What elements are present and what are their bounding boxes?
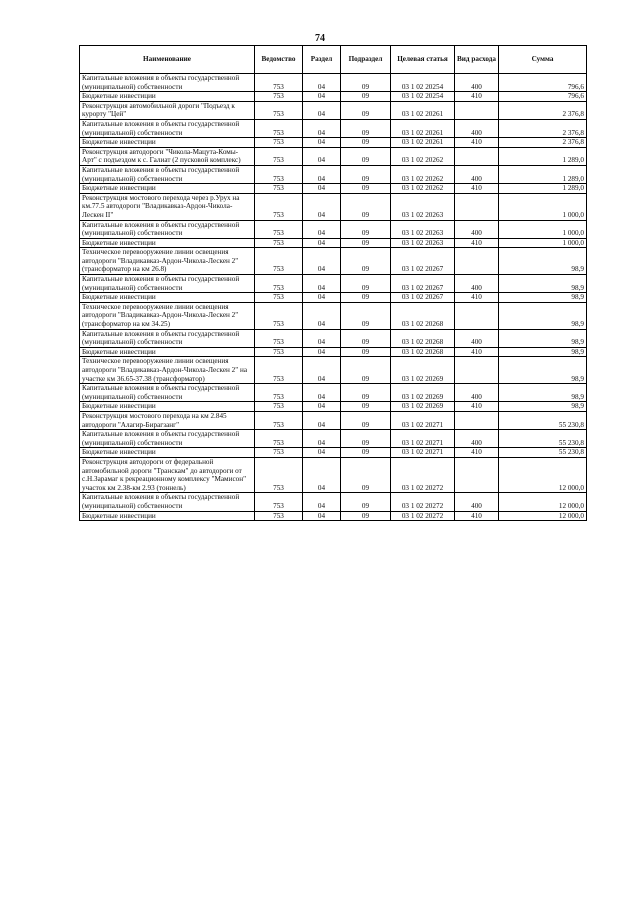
table-row — [80, 293, 587, 303]
row-expense-type: 400 — [455, 220, 499, 238]
table-row — [80, 193, 587, 220]
row-expense-type — [455, 411, 499, 429]
table-row — [80, 184, 587, 194]
row-expense-type — [455, 357, 499, 384]
row-amount: 1 000,0 — [499, 193, 587, 220]
table-row — [80, 92, 587, 102]
row-article: 03 1 02 20267 — [391, 248, 455, 275]
row-section: 04 — [303, 411, 341, 429]
row-article: 03 1 02 20268 — [391, 329, 455, 347]
row-section: 04 — [303, 101, 341, 119]
row-name: Реконструкция мостового перехода на км 2.845 автодороги "Алагир-Бирагзанг" — [80, 411, 255, 429]
row-subsection: 09 — [341, 92, 391, 102]
row-ministry: 753 — [255, 138, 303, 148]
row-article: 03 1 02 20271 — [391, 411, 455, 429]
row-subsection: 09 — [341, 493, 391, 511]
table-row — [80, 275, 587, 293]
row-expense-type: 410 — [455, 184, 499, 194]
table-row — [80, 74, 587, 92]
row-name: Бюджетные инвестиции — [80, 511, 255, 521]
row-amount: 1 289,0 — [499, 147, 587, 165]
row-section: 04 — [303, 74, 341, 92]
row-subsection: 09 — [341, 147, 391, 165]
row-ministry: 753 — [255, 357, 303, 384]
row-subsection: 09 — [341, 511, 391, 521]
row-subsection: 09 — [341, 101, 391, 119]
row-expense-type: 400 — [455, 74, 499, 92]
row-expense-type: 400 — [455, 275, 499, 293]
row-section: 04 — [303, 193, 341, 220]
table-row — [80, 357, 587, 384]
row-ministry: 753 — [255, 147, 303, 165]
table-row — [80, 165, 587, 183]
row-section: 04 — [303, 511, 341, 521]
table-row — [80, 402, 587, 412]
column-header-name: Наименование — [80, 46, 255, 74]
row-name: Капитальные вложения в объекты государственной (муниципальной) собственности — [80, 74, 255, 92]
row-article: 03 1 02 20272 — [391, 511, 455, 521]
row-subsection: 09 — [341, 193, 391, 220]
row-expense-type: 400 — [455, 384, 499, 402]
row-section: 04 — [303, 248, 341, 275]
row-name: Бюджетные инвестиции — [80, 347, 255, 357]
row-article: 03 1 02 20269 — [391, 384, 455, 402]
row-expense-type: 410 — [455, 347, 499, 357]
row-expense-type — [455, 147, 499, 165]
row-amount: 98,9 — [499, 402, 587, 412]
table-row — [80, 147, 587, 165]
row-name: Капитальные вложения в объекты государственной (муниципальной) собственности — [80, 165, 255, 183]
row-article: 03 1 02 20261 — [391, 119, 455, 137]
table-row — [80, 493, 587, 511]
row-name: Техническое перевооружение линии освещения автодороги "Владикавказ-Ардон-Чикола-Лескен 2" на участке км 36.65-37.38 (трансформатор) — [80, 357, 255, 384]
table-row — [80, 430, 587, 448]
row-ministry: 753 — [255, 384, 303, 402]
row-expense-type: 410 — [455, 511, 499, 521]
row-article: 03 1 02 20261 — [391, 138, 455, 148]
row-name: Реконструкция автомобильной дороги "Подъезд к курорту "Цей" — [80, 101, 255, 119]
row-subsection: 09 — [341, 184, 391, 194]
row-section: 04 — [303, 165, 341, 183]
row-section: 04 — [303, 457, 341, 492]
row-expense-type: 400 — [455, 430, 499, 448]
row-ministry: 753 — [255, 347, 303, 357]
row-name: Реконструкция автодороги "Чикола-Мацута-Комы-Арт" с подъездом к с. Галиат (2 пусковой комплекс) — [80, 147, 255, 165]
table-row — [80, 238, 587, 248]
row-expense-type: 400 — [455, 165, 499, 183]
row-subsection: 09 — [341, 138, 391, 148]
row-name: Бюджетные инвестиции — [80, 402, 255, 412]
row-ministry: 753 — [255, 74, 303, 92]
row-expense-type — [455, 193, 499, 220]
row-name: Капитальные вложения в объекты государственной (муниципальной) собственности — [80, 119, 255, 137]
row-name: Бюджетные инвестиции — [80, 184, 255, 194]
row-ministry: 753 — [255, 101, 303, 119]
table-row — [80, 448, 587, 458]
row-amount: 98,9 — [499, 293, 587, 303]
row-article: 03 1 02 20263 — [391, 193, 455, 220]
row-amount: 98,9 — [499, 329, 587, 347]
row-ministry: 753 — [255, 193, 303, 220]
row-name: Капитальные вложения в объекты государственной (муниципальной) собственности — [80, 493, 255, 511]
row-section: 04 — [303, 430, 341, 448]
row-name: Бюджетные инвестиции — [80, 293, 255, 303]
row-article: 03 1 02 20272 — [391, 493, 455, 511]
row-ministry: 753 — [255, 402, 303, 412]
budget-table — [79, 45, 587, 521]
row-ministry: 753 — [255, 511, 303, 521]
row-name: Бюджетные инвестиции — [80, 238, 255, 248]
table-row — [80, 138, 587, 148]
row-amount: 55 230,8 — [499, 430, 587, 448]
row-article: 03 1 02 20267 — [391, 275, 455, 293]
row-subsection: 09 — [341, 302, 391, 329]
row-subsection: 09 — [341, 220, 391, 238]
row-subsection: 09 — [341, 384, 391, 402]
row-article: 03 1 02 20263 — [391, 220, 455, 238]
row-article: 03 1 02 20271 — [391, 448, 455, 458]
row-article: 03 1 02 20254 — [391, 74, 455, 92]
row-article: 03 1 02 20262 — [391, 184, 455, 194]
row-section: 04 — [303, 402, 341, 412]
row-ministry: 753 — [255, 448, 303, 458]
row-amount: 98,9 — [499, 347, 587, 357]
row-name: Реконструкция автодороги от федеральной автомобильной дороги "Транскам" до автодороги от с.Н.Зарамаг к рекреационному комплексу "Мамисон" участок км 2.38-км 2.93 (тоннель) — [80, 457, 255, 492]
row-subsection: 09 — [341, 411, 391, 429]
row-subsection: 09 — [341, 238, 391, 248]
table-row — [80, 411, 587, 429]
row-article: 03 1 02 20272 — [391, 457, 455, 492]
row-subsection: 09 — [341, 74, 391, 92]
row-name: Бюджетные инвестиции — [80, 448, 255, 458]
row-section: 04 — [303, 92, 341, 102]
row-subsection: 09 — [341, 165, 391, 183]
row-article: 03 1 02 20271 — [391, 430, 455, 448]
column-header-amount: Сумма — [499, 46, 587, 74]
row-ministry: 753 — [255, 293, 303, 303]
row-expense-type — [455, 457, 499, 492]
row-amount: 55 230,8 — [499, 448, 587, 458]
row-article: 03 1 02 20254 — [391, 92, 455, 102]
row-amount: 1 000,0 — [499, 220, 587, 238]
row-name: Техническое перевооружение линии освещения автодороги "Владикавказ-Ардон-Чикола-Лескен 2" (трансформатор на км 26.8) — [80, 248, 255, 275]
row-ministry: 753 — [255, 184, 303, 194]
table-row — [80, 302, 587, 329]
row-name: Бюджетные инвестиции — [80, 138, 255, 148]
table-body — [80, 74, 587, 521]
row-article: 03 1 02 20261 — [391, 101, 455, 119]
row-name: Реконструкция мостового перехода через р.Урух на км.77.5 автодороги "Владикавказ-Ардон-Чикола-Лескен II" — [80, 193, 255, 220]
row-name: Капитальные вложения в объекты государственной (муниципальной) собственности — [80, 220, 255, 238]
row-expense-type: 410 — [455, 448, 499, 458]
row-amount: 1 289,0 — [499, 184, 587, 194]
row-amount: 1 289,0 — [499, 165, 587, 183]
row-ministry: 753 — [255, 238, 303, 248]
row-article: 03 1 02 20262 — [391, 165, 455, 183]
row-amount: 55 230,8 — [499, 411, 587, 429]
row-amount: 2 376,8 — [499, 138, 587, 148]
row-name: Бюджетные инвестиции — [80, 92, 255, 102]
row-subsection: 09 — [341, 357, 391, 384]
table-row — [80, 119, 587, 137]
row-subsection: 09 — [341, 402, 391, 412]
row-section: 04 — [303, 384, 341, 402]
row-article: 03 1 02 20268 — [391, 302, 455, 329]
row-article: 03 1 02 20263 — [391, 238, 455, 248]
row-expense-type — [455, 302, 499, 329]
row-ministry: 753 — [255, 275, 303, 293]
row-amount: 98,9 — [499, 275, 587, 293]
row-ministry: 753 — [255, 302, 303, 329]
row-section: 04 — [303, 293, 341, 303]
column-header-section: Раздел — [303, 46, 341, 74]
column-header-expense-type: Вид расхода — [455, 46, 499, 74]
row-subsection: 09 — [341, 248, 391, 275]
row-amount: 98,9 — [499, 384, 587, 402]
row-ministry: 753 — [255, 329, 303, 347]
table-row — [80, 329, 587, 347]
row-section: 04 — [303, 329, 341, 347]
row-expense-type — [455, 248, 499, 275]
row-article: 03 1 02 20262 — [391, 147, 455, 165]
row-section: 04 — [303, 493, 341, 511]
row-section: 04 — [303, 138, 341, 148]
row-expense-type — [455, 101, 499, 119]
row-subsection: 09 — [341, 347, 391, 357]
table-row — [80, 101, 587, 119]
row-article: 03 1 02 20269 — [391, 357, 455, 384]
row-section: 04 — [303, 220, 341, 238]
row-section: 04 — [303, 238, 341, 248]
row-section: 04 — [303, 448, 341, 458]
row-amount: 796,6 — [499, 74, 587, 92]
row-amount: 12 000,0 — [499, 493, 587, 511]
row-ministry: 753 — [255, 119, 303, 137]
row-section: 04 — [303, 184, 341, 194]
row-subsection: 09 — [341, 293, 391, 303]
column-header-article: Целевая статья — [391, 46, 455, 74]
table-row — [80, 457, 587, 492]
row-section: 04 — [303, 275, 341, 293]
row-subsection: 09 — [341, 275, 391, 293]
table-row — [80, 347, 587, 357]
row-amount: 1 000,0 — [499, 238, 587, 248]
row-amount: 98,9 — [499, 302, 587, 329]
row-name: Капитальные вложения в объекты государственной (муниципальной) собственности — [80, 384, 255, 402]
column-header-subsection: Подраздел — [341, 46, 391, 74]
row-section: 04 — [303, 119, 341, 137]
table-row — [80, 248, 587, 275]
table-row — [80, 511, 587, 521]
row-name: Техническое перевооружение линии освещения автодороги "Владикавказ-Ардон-Чикола-Лескен 2" (трансформатор на км 34.25) — [80, 302, 255, 329]
table-header-row — [80, 46, 587, 74]
table-row — [80, 220, 587, 238]
row-expense-type: 410 — [455, 402, 499, 412]
row-ministry: 753 — [255, 493, 303, 511]
row-expense-type: 400 — [455, 493, 499, 511]
row-ministry: 753 — [255, 411, 303, 429]
row-subsection: 09 — [341, 457, 391, 492]
row-ministry: 753 — [255, 457, 303, 492]
row-ministry: 753 — [255, 430, 303, 448]
row-amount: 2 376,8 — [499, 101, 587, 119]
row-section: 04 — [303, 347, 341, 357]
page-number: 74 — [315, 33, 325, 44]
row-expense-type: 400 — [455, 119, 499, 137]
row-ministry: 753 — [255, 248, 303, 275]
row-subsection: 09 — [341, 448, 391, 458]
table-row — [80, 384, 587, 402]
row-ministry: 753 — [255, 220, 303, 238]
row-amount: 12 000,0 — [499, 511, 587, 521]
row-section: 04 — [303, 302, 341, 329]
row-amount: 12 000,0 — [499, 457, 587, 492]
row-section: 04 — [303, 357, 341, 384]
row-name: Капитальные вложения в объекты государственной (муниципальной) собственности — [80, 430, 255, 448]
row-article: 03 1 02 20269 — [391, 402, 455, 412]
row-expense-type: 400 — [455, 329, 499, 347]
row-subsection: 09 — [341, 119, 391, 137]
row-expense-type: 410 — [455, 238, 499, 248]
row-article: 03 1 02 20268 — [391, 347, 455, 357]
row-expense-type: 410 — [455, 92, 499, 102]
row-name: Капитальные вложения в объекты государственной (муниципальной) собственности — [80, 275, 255, 293]
row-subsection: 09 — [341, 430, 391, 448]
row-ministry: 753 — [255, 92, 303, 102]
row-subsection: 09 — [341, 329, 391, 347]
row-amount: 98,9 — [499, 357, 587, 384]
column-header-ministry: Ведомство — [255, 46, 303, 74]
row-amount: 98,9 — [499, 248, 587, 275]
row-amount: 2 376,8 — [499, 119, 587, 137]
row-ministry: 753 — [255, 165, 303, 183]
row-section: 04 — [303, 147, 341, 165]
row-name: Капитальные вложения в объекты государственной (муниципальной) собственности — [80, 329, 255, 347]
row-expense-type: 410 — [455, 293, 499, 303]
row-amount: 796,6 — [499, 92, 587, 102]
row-expense-type: 410 — [455, 138, 499, 148]
row-article: 03 1 02 20267 — [391, 293, 455, 303]
